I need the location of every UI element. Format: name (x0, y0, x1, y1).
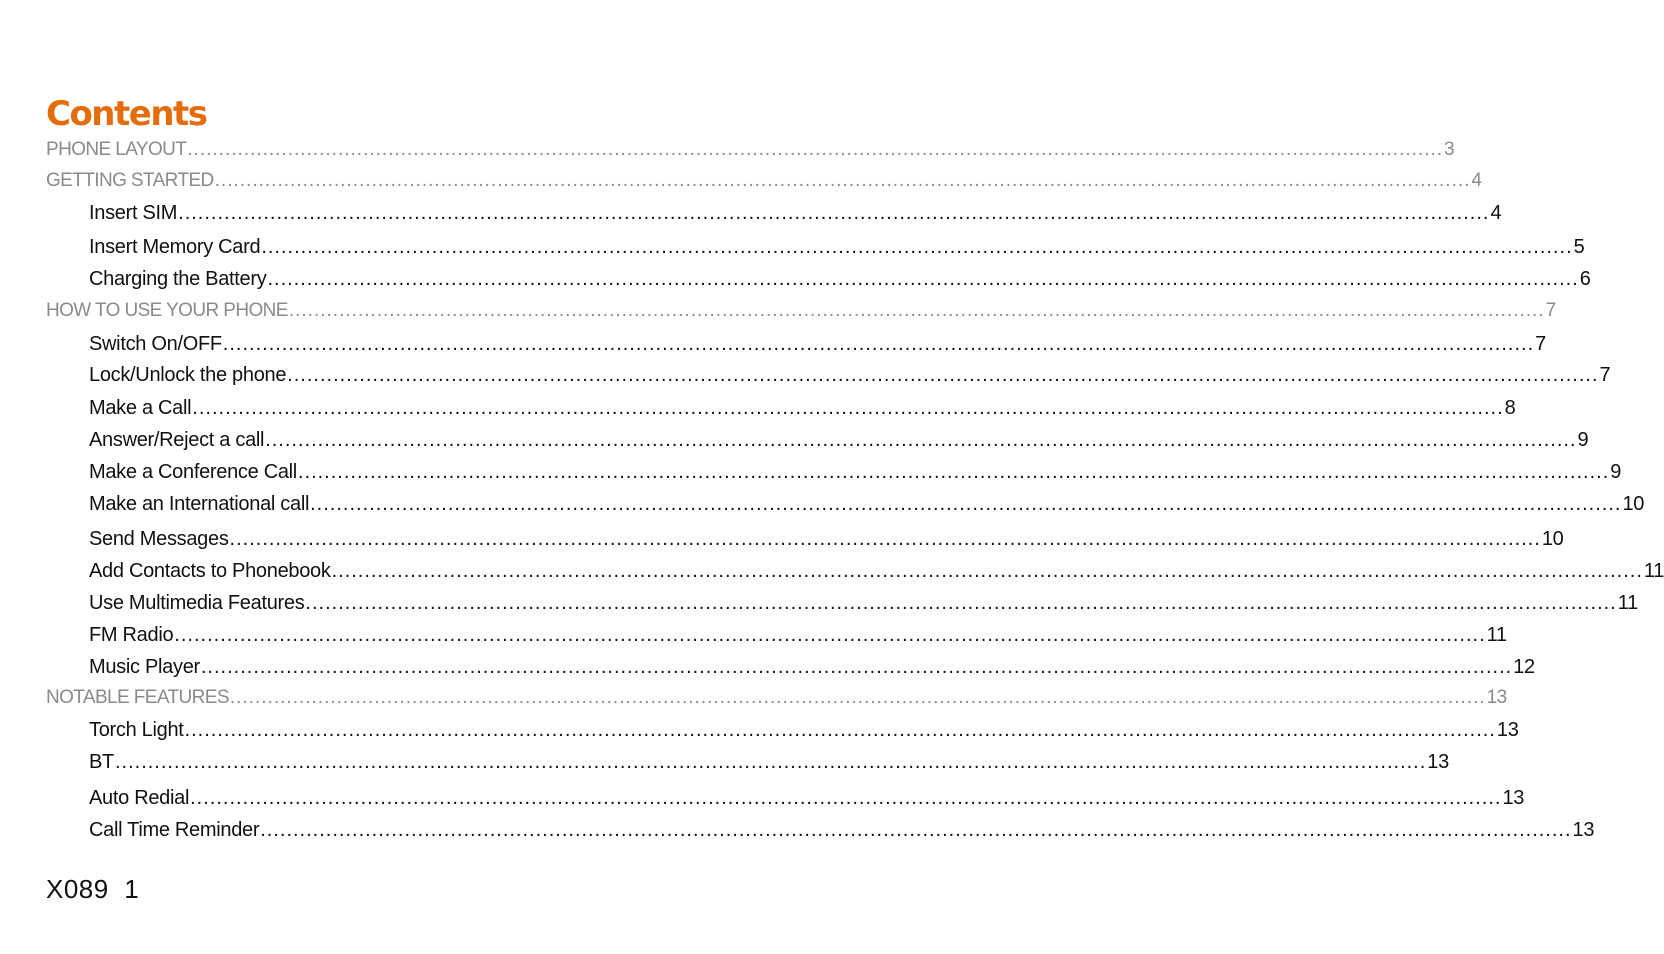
toc-entry-page: 12 (1513, 656, 1535, 678)
dot-leader: ........................................................................................................................................................................................................ (305, 592, 1617, 614)
dot-leader: ........................................................................................................................................................................................................ (287, 364, 1599, 386)
page-footer (46, 874, 139, 905)
toc-entry[interactable] (89, 459, 1622, 485)
toc-entry-page: 13 (1496, 719, 1519, 741)
toc-entry-label: PHONE LAYOUT (46, 139, 187, 160)
toc-entry[interactable] (89, 427, 1589, 453)
toc-entry-label: Send Messages (89, 528, 229, 550)
toc-entry-label: Answer/Reject a call (89, 429, 265, 451)
toc-entry[interactable] (89, 331, 1546, 357)
toc-entry[interactable] (89, 234, 1585, 260)
toc-entry[interactable] (89, 749, 1449, 775)
dot-leader: ........................................................................................................................................................................................................ (229, 528, 1541, 550)
toc-entry-label: Add Contacts to Phonebook (89, 560, 331, 582)
toc-entry-label: Music Player (89, 656, 200, 678)
toc-entry-page: 4 (1490, 202, 1502, 224)
toc-section-entry[interactable] (46, 685, 1507, 711)
dot-leader: ........................................................................................................................................................................................................ (229, 687, 1486, 708)
toc-entry-page: 7 (1545, 300, 1556, 321)
dot-leader: ........................................................................................................................................................................................................ (184, 719, 1496, 741)
toc-entry[interactable] (89, 590, 1638, 616)
dot-leader: ........................................................................................................................................................................................................ (288, 300, 1545, 321)
dot-leader: ........................................................................................................................................................................................................ (331, 560, 1643, 582)
toc-entry[interactable] (89, 817, 1595, 843)
dot-leader: ........................................................................................................................................................................................................ (174, 624, 1486, 646)
toc-entry-page: 3 (1444, 139, 1454, 160)
toc-entry-page: 7 (1535, 333, 1546, 355)
toc-entry[interactable] (89, 785, 1525, 811)
toc-entry-page: 13 (1427, 751, 1449, 773)
toc-entry[interactable] (89, 558, 1664, 584)
toc-entry-label: FM Radio (89, 624, 174, 646)
toc-entry[interactable] (89, 491, 1645, 517)
dot-leader: ........................................................................................................................................................................................................ (222, 333, 1535, 355)
toc-entry[interactable] (89, 362, 1611, 388)
toc-entry[interactable] (89, 526, 1564, 552)
dot-leader: ........................................................................................................................................................................................................ (114, 751, 1427, 773)
toc-entry-page: 10 (1622, 493, 1645, 515)
dot-leader: ........................................................................................................................................................................................................ (265, 429, 1577, 451)
page-number: 1 (124, 874, 140, 904)
toc-entry-page: 10 (1541, 528, 1564, 550)
toc-entry-label: Auto Redial (89, 787, 190, 809)
toc-entry-label: BT (89, 751, 114, 773)
toc-entry-label: GETTING STARTED (46, 170, 214, 191)
toc-entry-label: Insert SIM (89, 202, 178, 224)
toc-entry[interactable] (89, 717, 1519, 743)
toc-entry-page: 13 (1486, 687, 1507, 708)
toc-entry[interactable] (89, 395, 1516, 421)
dot-leader: ........................................................................................................................................................................................................ (190, 787, 1502, 809)
dot-leader: ........................................................................................................................................................................................................ (261, 236, 1573, 258)
toc-section-entry[interactable] (46, 168, 1482, 194)
toc-entry[interactable] (89, 266, 1591, 292)
toc-entry-label: Make a Conference Call (89, 461, 297, 483)
dot-leader: ........................................................................................................................................................................................................ (178, 202, 1490, 224)
toc-entry-page: 7 (1599, 364, 1611, 386)
toc-entry[interactable] (89, 622, 1507, 648)
toc-entry-page: 9 (1610, 461, 1622, 483)
toc-entry-label: Torch Light (89, 719, 184, 741)
toc-entry-label: Make an International call (89, 493, 310, 515)
toc-entry[interactable] (89, 654, 1535, 680)
dot-leader: ........................................................................................................................................................................................................ (192, 397, 1504, 419)
toc-entry-label: Switch On/OFF (89, 333, 222, 355)
toc-entry-label: Make a Call (89, 397, 192, 419)
dot-leader: ........................................................................................................................................................................................................ (267, 268, 1579, 290)
toc-entry-page: 13 (1502, 787, 1525, 809)
page-title: Contents (46, 94, 207, 134)
toc-entry-page: 11 (1486, 624, 1507, 646)
toc-entry-label: Insert Memory Card (89, 236, 261, 258)
dot-leader: ........................................................................................................................................................................................................ (260, 819, 1572, 841)
toc-entry[interactable] (89, 200, 1502, 226)
dot-leader: ........................................................................................................................................................................................................ (214, 170, 1471, 191)
dot-leader: ........................................................................................................................................................................................................ (310, 493, 1622, 515)
toc-entry-page: 5 (1573, 236, 1585, 258)
dot-leader: ........................................................................................................................................................................................................ (200, 656, 1513, 678)
toc-entry-label: Charging the Battery (89, 268, 267, 290)
toc-entry-label: Call Time Reminder (89, 819, 260, 841)
dot-leader: ........................................................................................................................................................................................................ (187, 139, 1444, 160)
toc-entry-label: Use Multimedia Features (89, 592, 305, 614)
toc-entry-page: 6 (1579, 268, 1591, 290)
toc-entry-label: HOW TO USE YOUR PHONE (46, 300, 288, 321)
model-number: X089 (46, 874, 109, 904)
toc-entry-page: 11 (1617, 592, 1638, 614)
toc-section-entry[interactable] (46, 137, 1454, 163)
toc-entry-page: 13 (1572, 819, 1595, 841)
toc-entry-page: 4 (1471, 170, 1482, 191)
toc-entry-label: NOTABLE FEATURES (46, 687, 229, 708)
toc-entry-page: 8 (1504, 397, 1516, 419)
toc-entry-page: 9 (1577, 429, 1589, 451)
dot-leader: ........................................................................................................................................................................................................ (297, 461, 1610, 483)
toc-entry-page: 11 (1643, 560, 1664, 582)
toc-section-entry[interactable] (46, 298, 1556, 324)
toc-entry-label: Lock/Unlock the phone (89, 364, 287, 386)
